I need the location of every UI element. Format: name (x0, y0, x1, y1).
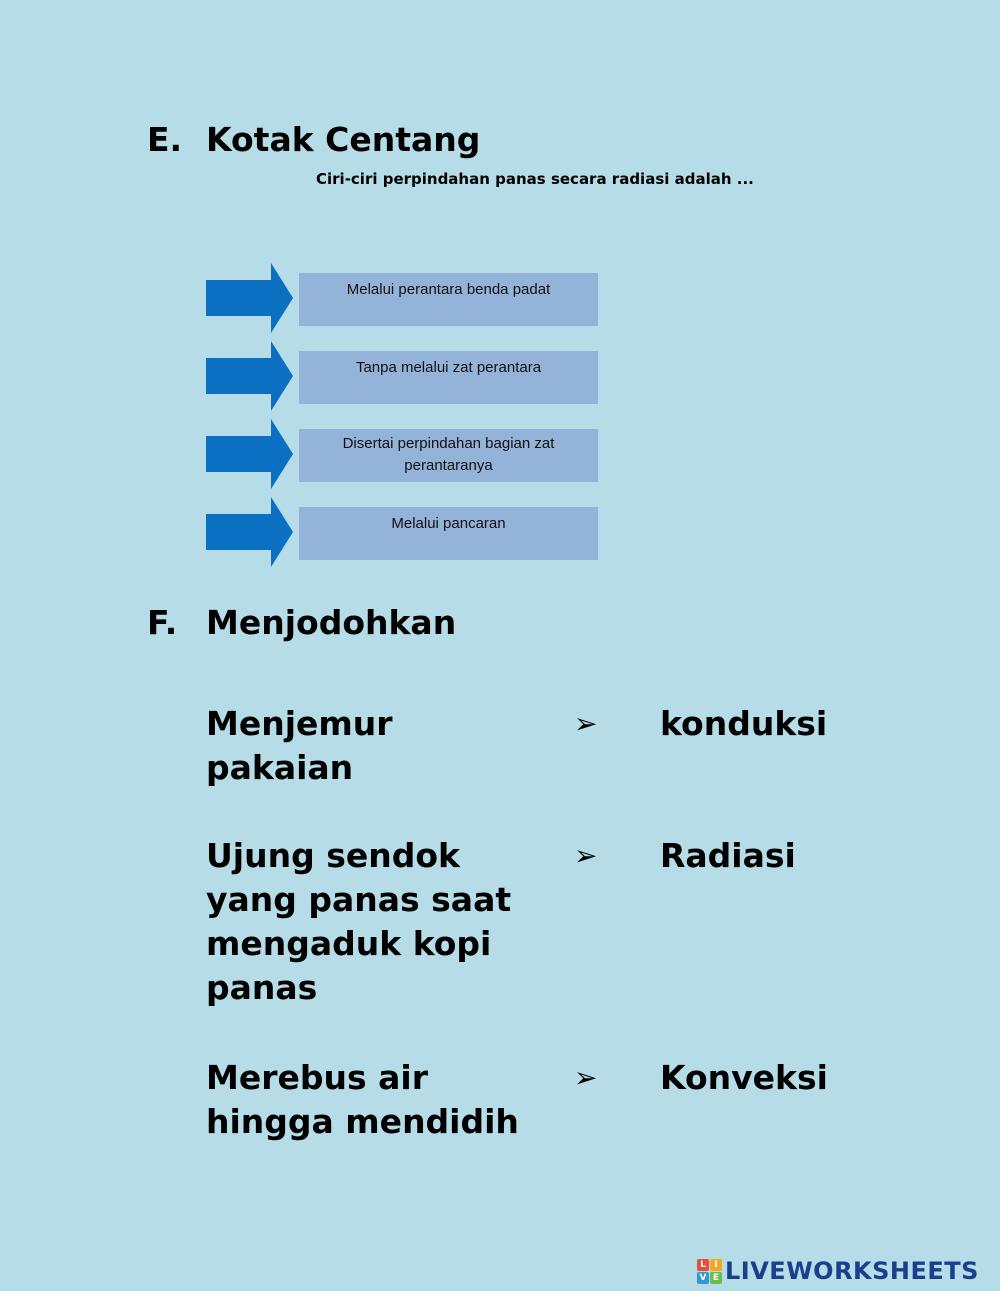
liveworksheets-logo (697, 1256, 979, 1286)
logo-block: I (710, 1259, 722, 1271)
match-right-item[interactable]: Radiasi (660, 836, 796, 875)
option-box[interactable]: Melalui perantara benda padat (299, 273, 598, 326)
arrow-right-icon (206, 263, 294, 333)
section-f-letter: F. (147, 603, 178, 642)
arrow-right-icon (206, 497, 294, 567)
arrow-bullet-icon: ➢ (574, 1061, 598, 1094)
match-right-item[interactable]: Konveksi (660, 1058, 828, 1097)
section-f-title: Menjodohkan (206, 603, 457, 642)
option-box[interactable]: Melalui pancaran (299, 507, 598, 560)
logo-text: LIVEWORKSHEETS (725, 1257, 979, 1285)
question-text: Ciri-ciri perpindahan panas secara radiasi adalah ... (316, 170, 754, 188)
match-right-item[interactable]: konduksi (660, 704, 828, 743)
match-left-item: Menjemur pakaian (206, 704, 393, 787)
logo-block: L (697, 1259, 709, 1271)
option-row[interactable] (206, 263, 606, 333)
logo-block: V (697, 1272, 709, 1284)
option-row[interactable] (206, 497, 606, 567)
option-row[interactable] (206, 341, 606, 411)
section-e-letter: E. (147, 120, 183, 159)
option-row[interactable] (206, 419, 606, 489)
option-box[interactable]: Tanpa melalui zat perantara (299, 351, 598, 404)
logo-block: E (710, 1272, 722, 1284)
match-left-item: Ujung sendok yang panas saat mengaduk kopi panas (206, 836, 512, 1007)
arrow-right-icon (206, 341, 294, 411)
match-left-item: Merebus air hingga mendidih (206, 1058, 519, 1141)
arrow-right-icon (206, 419, 294, 489)
section-e-title: Kotak Centang (206, 120, 481, 159)
arrow-bullet-icon: ➢ (574, 707, 598, 740)
option-box[interactable]: Disertai perpindahan bagian zat perantaranya (299, 429, 598, 482)
arrow-bullet-icon: ➢ (574, 839, 598, 872)
logo-blocks-icon (697, 1259, 722, 1284)
